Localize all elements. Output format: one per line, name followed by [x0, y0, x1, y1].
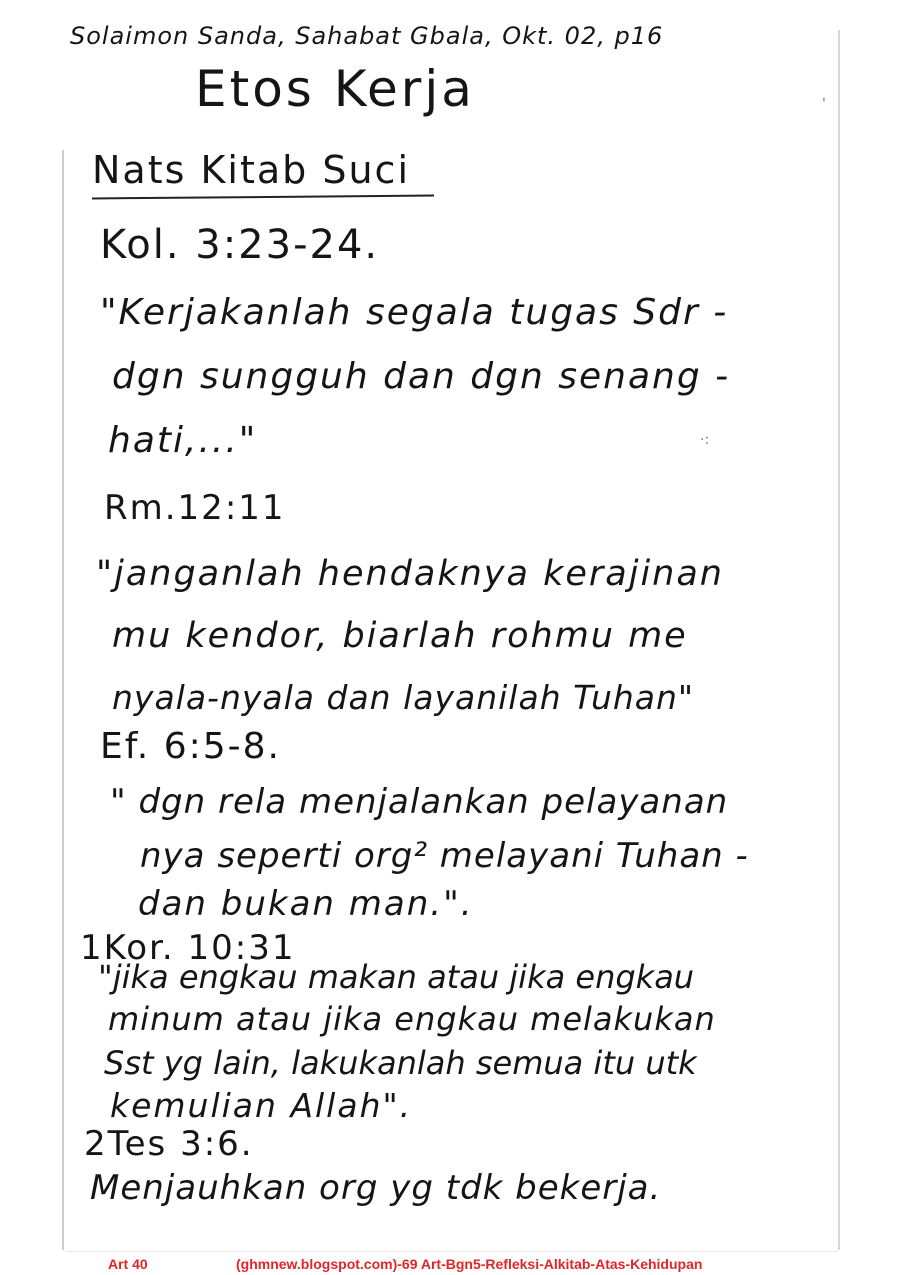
scan-speck: ·: — [700, 432, 710, 448]
verse-line: Menjauhkan org yg tdk bekerja. — [90, 1168, 662, 1208]
verse-reference: Kol. 3:23-24. — [100, 222, 380, 268]
verse-line: mu kendor, biarlah rohmu me — [112, 616, 688, 656]
verse-reference: Rm.12:11 — [104, 488, 286, 528]
verse-line: hati,..." — [108, 420, 258, 461]
scan-speck: ' — [822, 96, 826, 112]
footer-rule — [66, 1251, 838, 1252]
verse-line: "janganlah hendaknya kerajinan — [96, 554, 724, 594]
heading-underline — [92, 195, 434, 200]
verse-line: " dgn rela menjalankan pelayanan — [110, 782, 729, 822]
verse-line: "jika engkau makan atau jika engkau — [98, 958, 695, 996]
page-title: Etos Kerja — [195, 60, 475, 118]
header-line: Solaimon Sanda, Sahabat Gbala, Okt. 02, p16 — [70, 22, 664, 50]
verse-line: minum atau jika engkau melakukan — [108, 1000, 716, 1038]
verse-reference: 1Kor. 10:31 — [80, 928, 296, 968]
page-edge-left — [62, 150, 64, 1250]
verse-reference: Ef. 6:5-8. — [100, 726, 281, 767]
verse-line: kemulian Allah". — [110, 1086, 413, 1125]
verse-line: dan bukan man.". — [138, 884, 474, 924]
verse-line: Sst yg lain, lakukanlah semua itu utk — [104, 1044, 697, 1082]
verse-line: dgn sungguh dan dgn senang - — [112, 356, 731, 397]
footer-article-number: Art 40 — [108, 1256, 148, 1272]
verse-reference: 2Tes 3:6. — [84, 1124, 254, 1164]
verse-line: "Kerjakanlah segala tugas Sdr - — [100, 292, 729, 333]
footer-source: (ghmnew.blogspot.com)-69 Art-Bgn5-Refleksi-Alkitab-Atas-Kehidupan — [236, 1256, 703, 1272]
verse-line: nyala-nyala dan layanilah Tuhan" — [112, 678, 695, 717]
section-heading: Nats Kitab Suci — [92, 148, 411, 192]
verse-line: nya seperti org² melayani Tuhan - — [140, 836, 749, 876]
page-edge-right — [838, 30, 840, 1250]
